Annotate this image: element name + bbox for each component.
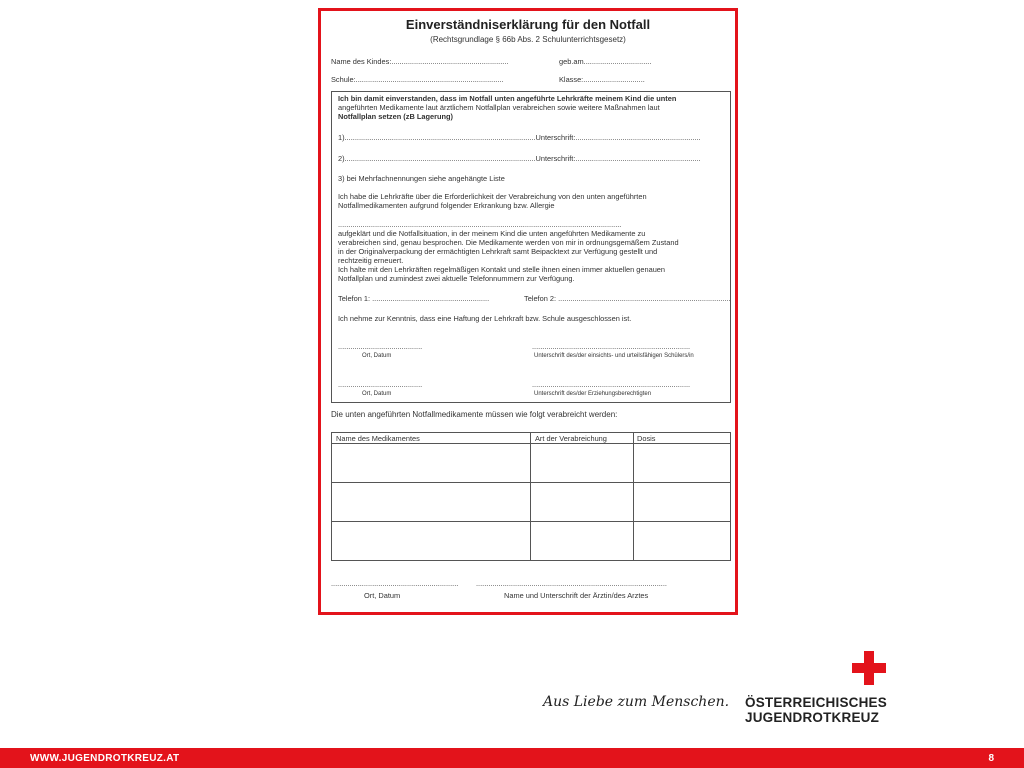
school-field: Schule:........................................................................ — [331, 75, 504, 84]
form-subtitle: (Rechtsgrundlage § 66b Abs. 2 Schulunterrichtsgesetz) — [430, 35, 626, 44]
column-header-administration: Art der Verabreichung — [535, 434, 607, 443]
slogan-text: Aus Liebe zum Menschen. — [543, 694, 730, 710]
inform-line-2: Notfallmedikamenten aufgrund folgender Erkrankung bzw. Allergie — [338, 201, 555, 210]
table-row-divider — [332, 521, 730, 522]
table-column-divider — [530, 433, 531, 560]
birthdate-field: geb.am................................. — [559, 57, 652, 66]
consent-intro-line-3: Notfallplan setzen (zB Lagerung) — [338, 112, 453, 121]
bottom-dots-right: ............................................................................................. — [476, 579, 667, 588]
place-date-label-1: Ort, Datum — [362, 353, 392, 359]
explained-line-4: rechtzeitig erneuert. — [338, 256, 404, 265]
liability-text: Ich nehme zur Kenntnis, dass eine Haftung der Lehrkraft bzw. Schule ausgeschlossen ist. — [338, 314, 632, 323]
footer-bar — [0, 748, 1024, 768]
teacher-line-1: 1).............................................................................................Unterschrift:............................................................. — [338, 133, 701, 142]
form-image-frame — [318, 8, 738, 615]
signature-dots-left-1: ......................................... — [338, 342, 423, 351]
column-header-dose: Dosis — [637, 434, 656, 443]
footer-url-link[interactable]: WWW.JUGENDROTKREUZ.AT — [30, 753, 180, 764]
bottom-dots-left: .............................................................. — [331, 579, 459, 588]
student-signature-label: Unterschrift des/der einsichts- und urteilsfähigen Schülers/in — [534, 353, 694, 359]
guardian-signature-label: Unterschrift des/der Erziehungsberechtigten — [534, 391, 652, 397]
class-field: Klasse:.............................. — [559, 75, 645, 84]
form-title: Einverständniserklärung für den Notfall — [405, 17, 651, 32]
signature-dots-left-2: ......................................... — [338, 380, 423, 389]
place-date-label-2: Ort, Datum — [362, 391, 392, 397]
signature-dots-right-2: ............................................................................. — [532, 380, 691, 389]
consent-intro-line-1: Ich bin damit einverstanden, dass im Notfall unten angeführte Lehrkräfte meinem Kind die unten — [338, 94, 677, 103]
explained-line-1: aufgeklärt und die Notfallsituation, in der meinem Kind die unten angeführten Medikamente zu — [338, 229, 646, 238]
teacher-line-2: 2).............................................................................................Unterschrift:............................................................. — [338, 154, 701, 163]
phone-1-field: Telefon 1: ......................................................... — [338, 294, 490, 303]
child-name-field: Name des Kindes:......................................................... — [331, 57, 509, 66]
red-cross-logo-icon — [852, 651, 886, 685]
contact-line-2: Notfallplan und zumindest zwei aktuelle Telefonnummern zur Verfügung. — [338, 274, 575, 283]
medication-heading: Die unten angeführten Notfallmedikamente müssen wie folgt verabreicht werden: — [331, 410, 618, 419]
inform-line-1: Ich habe die Lehrkräfte über die Erforderlichkeit der Verabreichung von den unten angeführten — [338, 192, 647, 201]
teacher-line-3: 3) bei Mehrfachnennungen siehe angehängte Liste — [338, 174, 505, 183]
page-number: 8 — [988, 753, 994, 764]
column-header-medication-name: Name des Medikamentes — [336, 434, 420, 443]
explained-line-2: verabreichen sind, genau besprochen. Die Medikamente werden von mir in ordnungsgemäßem Zustand — [338, 238, 679, 247]
phone-2-field: Telefon 2: .................................................................................... — [524, 294, 731, 303]
medication-table — [331, 432, 731, 561]
consent-box — [331, 91, 731, 403]
red-cross-horizontal-bar — [852, 663, 886, 673]
explained-line-3: in der Originalverpackung der ermächtigten Lehrkraft samt Beipacktext zur Verfügung gestellt und — [338, 247, 658, 256]
condition-dots-line: .......................................................................................................................................... — [338, 220, 622, 229]
organization-name: ÖSTERREICHISCHES JUGENDROTKREUZ — [745, 695, 887, 725]
signature-dots-right-1: ............................................................................. — [532, 342, 691, 351]
table-row-divider — [332, 482, 730, 483]
bottom-place-date-label: Ort, Datum — [364, 591, 401, 600]
consent-form-document — [321, 11, 735, 612]
consent-intro-line-2: angeführten Medikamente laut ärztlichem Notfallplan verabreichen sowie weitere Maßnahmen laut — [338, 103, 660, 112]
contact-line-1: Ich halte mit den Lehrkräften regelmäßigen Kontakt und stelle ihnen einen immer aktuellen genauen — [338, 265, 666, 274]
table-column-divider — [633, 433, 634, 560]
doctor-signature-label: Name und Unterschrift der Ärztin/des Arztes — [504, 591, 649, 600]
